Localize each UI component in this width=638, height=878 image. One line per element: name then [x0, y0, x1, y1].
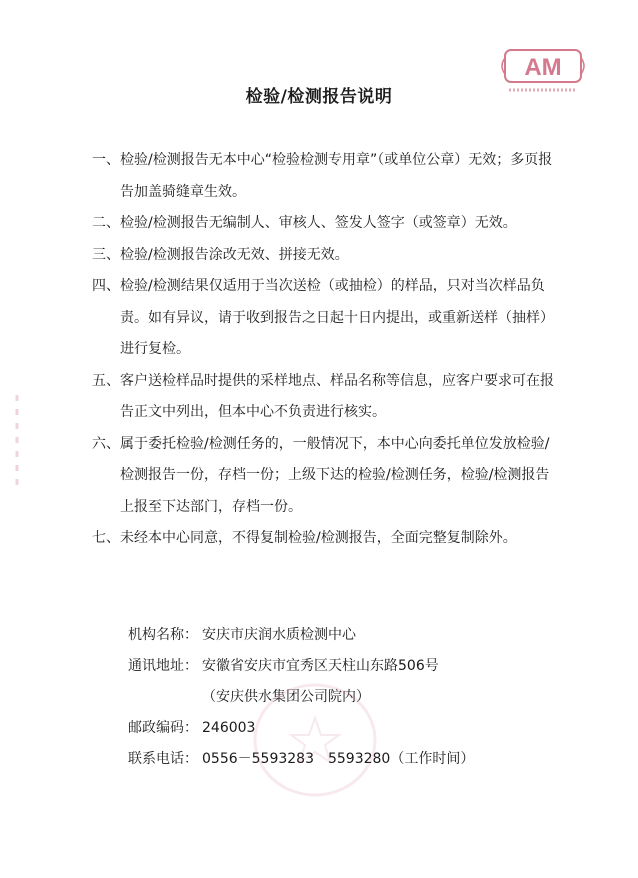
clause-text: 属于委托检验/检测任务的，一般情况下，本中心向委托单位发放检验/检测报告一份，存档一份；上级下达的检验/检测任务，检验/检测报告上报至下达部门，存档一份。 — [120, 435, 550, 515]
address-value: 安徽省安庆市宜秀区天柱山东路506号 — [202, 658, 439, 674]
clause-text: 检验/检测结果仅适用于当次送检（或抽检）的样品，只对当次样品负责。如有异议，请于收到报告之日起十日内提出，或重新送样（抽样）进行复检。 — [120, 278, 554, 357]
contact-row-address — [128, 651, 548, 682]
clause-number: 二、 — [92, 215, 120, 231]
org-value: 安庆市庆润水质检测中心 — [202, 627, 356, 643]
clause-text: 检验/检测报告无编制人、审核人、签发人签字（或签章）无效。 — [120, 215, 517, 231]
page-title: 检验/检测报告说明 — [245, 87, 393, 107]
clause-number: 六、 — [92, 435, 120, 452]
clause-text: 检验/检测报告无本中心“检验检测专用章”（或单位公章）无效；多页报告加盖骑缝章生效。 — [120, 152, 553, 200]
address-label: 通讯地址： — [128, 658, 198, 674]
org-label: 机构名称： — [128, 627, 198, 643]
address-note: （安庆供水集团公司院内） — [202, 689, 370, 705]
clause-number: 七、 — [92, 530, 120, 546]
clause-text: 未经本中心同意，不得复制检验/检测报告，全面完整复制除外。 — [120, 530, 517, 546]
clause-item — [92, 145, 562, 208]
clause-number: 四、 — [92, 278, 120, 294]
clause-list — [92, 145, 562, 555]
clause-item — [92, 240, 562, 272]
logo-text: AM — [524, 54, 562, 81]
clause-item — [92, 208, 562, 240]
phone-value: 0556－5593283 5593280（工作时间） — [202, 751, 475, 767]
clause-item — [92, 429, 562, 524]
clause-text: 客户送检样品时提供的采样地点、样品名称等信息，应客户要求可在报告正文中列出，但本中心不负责进行核实。 — [120, 372, 554, 420]
clause-item — [92, 366, 562, 429]
clause-number: 三、 — [92, 246, 120, 263]
clause-item — [92, 271, 562, 366]
postcode-label: 邮政编码： — [128, 720, 198, 736]
phone-label: 联系电话： — [128, 751, 198, 767]
clause-number: 一、 — [92, 152, 120, 168]
faint-seal-icon — [250, 680, 380, 800]
clause-text: 检验/检测报告涂改无效、拼接无效。 — [120, 246, 349, 263]
postcode-value: 246003 — [202, 720, 256, 736]
clause-item — [92, 523, 562, 555]
clause-number: 五、 — [92, 372, 120, 389]
seam-stamp-icon — [12, 395, 22, 485]
contact-row-org — [128, 620, 548, 651]
